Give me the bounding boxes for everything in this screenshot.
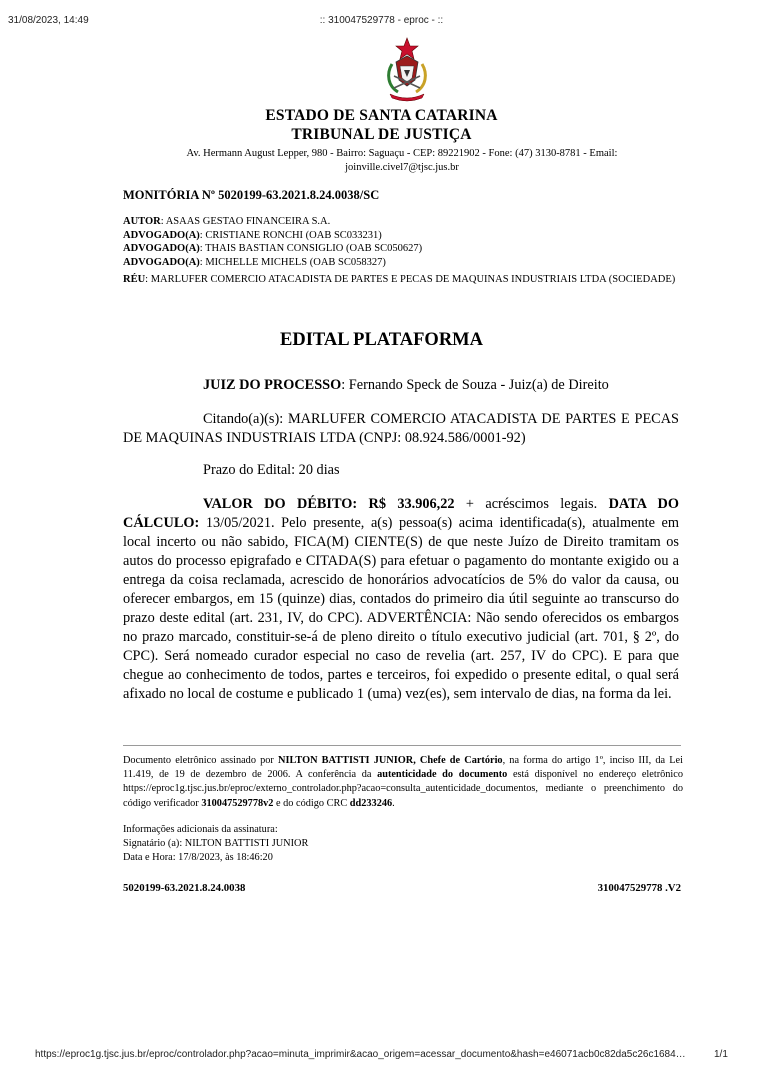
party-row (123, 215, 683, 229)
address-line-1: Av. Hermann August Lepper, 980 - Bairro: Saguaçu - CEP: 89221902 - Fone: (47) 3130-8781 - Email: (186, 148, 618, 159)
print-datetime: 31/08/2023, 14:49 (8, 15, 89, 26)
party-row (123, 242, 683, 256)
party-name: : CRISTIANE RONCHI (OAB SC033231) (199, 229, 382, 241)
parties-list (123, 215, 683, 287)
print-page-title: :: 310047529778 - eproc - :: (319, 15, 444, 26)
judge-line (123, 376, 679, 395)
party-role: ADVOGADO(A) (123, 243, 200, 254)
signature-info (123, 823, 308, 866)
sig-info-signer: Signatário (a): NILTON BATTISTI JUNIOR (123, 838, 309, 850)
debito-text: . Pelo presente, a(s) pessoa(s) acima identificada(s), atualmente em local incerto ou não sabido, FICA(M) CIENTE(S) de que neste Juízo de Direito tramitam os autos do processo epigrafado e CITADA(S) para efetuar o pagamento do montante exigido ou a entrega da coisa reclamada, acrescido de honorários advocatícios de 5% do valor da causa, ou oferecer embargos, em 15 (quinze) dias, contados do primeiro dia útil seguinte ao transcurso do prazo deste edital (art. 231, IV, do CPC). ADVERTÊNCIA: Não sendo oferecidos os embargos no prazo marcado, constituir-se-á de pleno direito o título executivo judicial (art. 701, § 2º, do CPC). Será nomeado curador especial no caso de revelia (art. 257, IV do CPC). E para que chegue ao conhecimento de todos, partes e terceiros, foi expedido o presente edital, o qual será afixado no local de costume e publicado 1 (uma) vez(es), sem intervalo de dias, na forma da lei. (123, 515, 679, 702)
state-title: ESTADO DE SANTA CATARINA (265, 107, 498, 124)
sig-text-3: está disponível no endereço eletrônico https://eproc1g.tjsc.jus.br/eproc/externo_controlador.php?acao=consulta_autenticidade_documentos, mediante o preenchimento do código verificador (123, 769, 684, 809)
process-number: MONITÓRIA Nº 5020199-63.2021.8.24.0038/SC (123, 188, 380, 202)
party-name: : MICHELLE MICHELS (OAB SC058327) (199, 256, 386, 268)
print-page-number: 1/1 (714, 1049, 728, 1060)
debito-suffix: + acréscimos legais. (454, 496, 609, 512)
sig-info-datetime: Data e Hora: 17/8/2023, às 18:46:20 (123, 852, 273, 864)
address-line-2: joinville.civel7@tjsc.jus.br (345, 162, 459, 173)
sig-text-5: . (392, 797, 395, 809)
footer-doc-version: 310047529778 .V2 (597, 882, 681, 894)
coat-of-arms-icon (382, 36, 432, 102)
party-name: : ASAAS GESTAO FINANCEIRA S.A. (160, 216, 331, 227)
party-row (123, 256, 683, 270)
footer-process-number: 5020199-63.2021.8.24.0038 (123, 882, 246, 894)
calc-date-label: DATA DO CÁLCULO: (123, 496, 679, 531)
defendant-name: : MARLUFER COMERCIO ATACADISTA DE PARTES E PECAS DE MAQUINAS INDUSTRIAIS LTDA (SOCIEDADE) (145, 274, 676, 285)
court-address (160, 147, 644, 175)
divider (123, 745, 681, 746)
judge-value: : Fernando Speck de Souza - Juiz(a) de Direito (341, 377, 609, 393)
sig-code: 310047529778v2 (201, 797, 274, 809)
sig-text-2: , na forma do artigo 1º, inciso III, da Lei 11.419, de 19 de dezembro de 2006. A conferência da (123, 755, 683, 781)
judge-label: JUIZ DO PROCESSO (203, 377, 342, 393)
citados-paragraph: Citando(a)(s): MARLUFER COMERCIO ATACADISTA DE PARTES E PECAS DE MAQUINAS INDUSTRIAIS LTDA (CNPJ: 08.924.586/0001-92) (123, 411, 679, 446)
sig-text-4: e do código CRC (273, 797, 350, 809)
party-role: AUTOR (123, 216, 161, 227)
sig-text-1: Documento eletrônico assinado por (123, 755, 279, 766)
party-row (123, 229, 683, 243)
party-role: ADVOGADO(A) (123, 229, 200, 241)
debito-paragraph (123, 495, 679, 704)
signature-block (123, 754, 683, 811)
debito-label: VALOR DO DÉBITO: (203, 496, 358, 512)
party-role: ADVOGADO(A) (123, 256, 200, 268)
prazo-line: Prazo do Edital: 20 dias (203, 462, 340, 478)
calc-date-value: 13/05/2021 (199, 515, 271, 531)
defendant-role: RÉU (123, 274, 146, 285)
sig-crc: dd233246 (349, 797, 393, 809)
court-title: TRIBUNAL DE JUSTIÇA (291, 126, 472, 143)
sig-auth: autenticidade do documento (377, 769, 508, 781)
sig-info-title: Informações adicionais da assinatura: (123, 824, 278, 835)
sig-signer: NILTON BATTISTI JUNIOR, Chefe de Cartório (278, 755, 503, 766)
party-name: : THAIS BASTIAN CONSIGLIO (OAB SC050627) (199, 243, 423, 254)
print-url: https://eproc1g.tjsc.jus.br/eproc/controlador.php?acao=minuta_imprimir&acao_origem=acessar_documento&hash=e46071acb0c82da5c26c1684… (35, 1049, 686, 1060)
defendant-row (123, 273, 683, 287)
edital-title: EDITAL PLATAFORMA (280, 330, 483, 350)
debito-value: R$ 33.906,22 (368, 496, 455, 512)
